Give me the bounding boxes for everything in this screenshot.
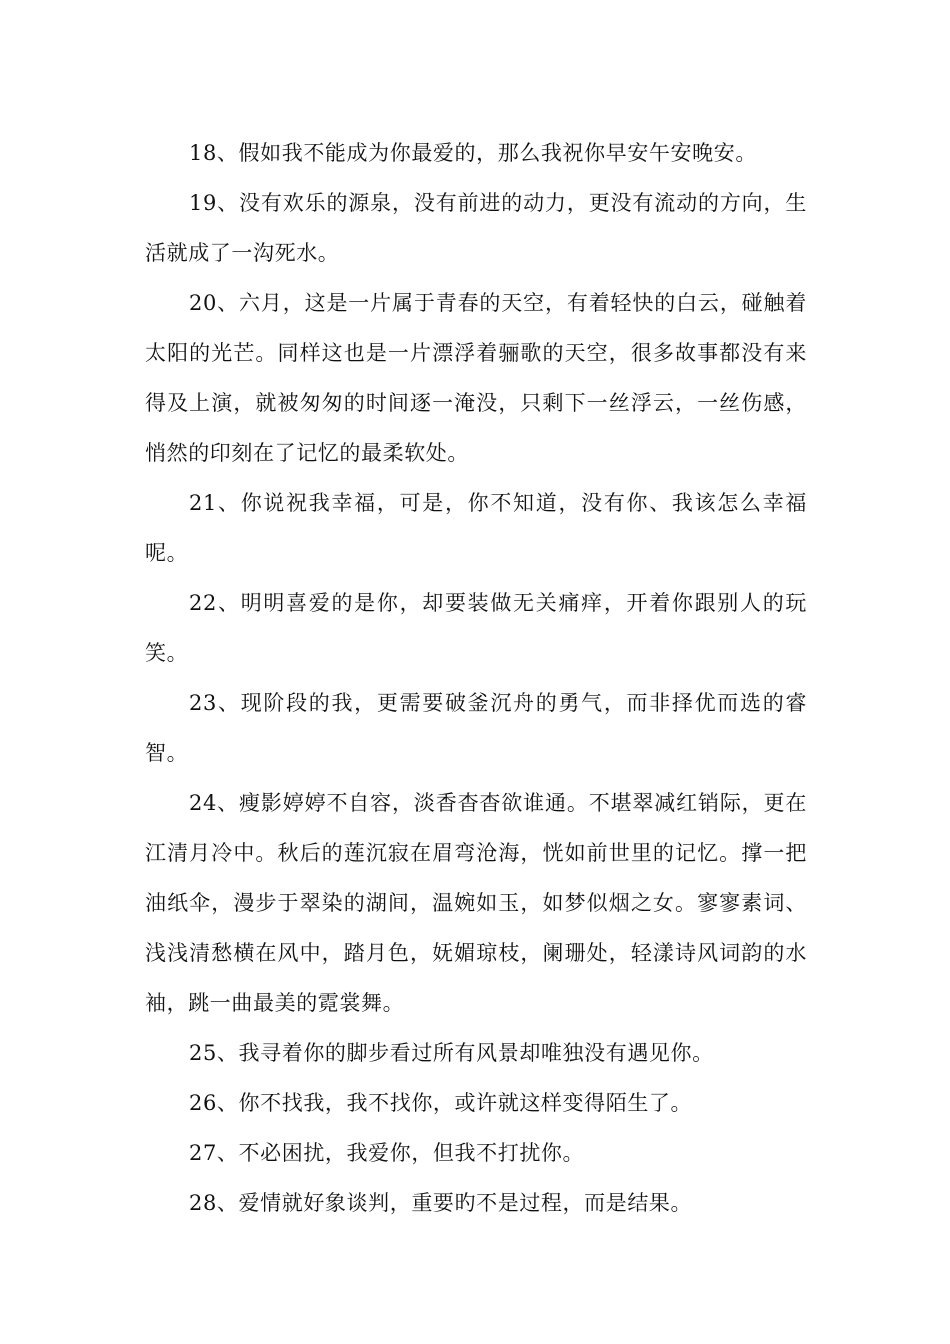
paragraph-27: 27、不必困扰，我爱你，但我不打扰你。 bbox=[189, 1141, 585, 1165]
paragraph-21: 21、你说祝我幸福，可是，你不知道，没有你、我该怎么幸福呢。 bbox=[145, 491, 807, 565]
paragraph-24: 24、瘦影婷婷不自容，淡香杳杳欲谁通。不堪翠减红销际，更在江清月冷中。秋后的莲沉寂在眉弯沧海，恍如前世里的记忆。撑一把油纸伞，漫步于翠染的湖间，温婉如玉，如梦似烟之女。寥寥素词、浅浅清愁横在风中，踏月色，妩媚琼枝，阑珊处，轻漾诗风词韵的水袖，跳一曲最美的霓裳舞。 bbox=[145, 791, 807, 1015]
paragraph-25: 25、我寻着你的脚步看过所有风景却唯独没有遇见你。 bbox=[189, 1041, 714, 1065]
paragraph-22: 22、明明喜爱的是你，却要装做无关痛痒，开着你跟别人的玩笑。 bbox=[145, 591, 807, 665]
paragraph-26: 26、你不找我，我不找你，或许就这样变得陌生了。 bbox=[189, 1091, 693, 1115]
paragraph-28: 28、爱情就好象谈判，重要旳不是过程，而是结果。 bbox=[189, 1191, 693, 1215]
paragraph-20: 20、六月，这是一片属于青春的天空，有着轻快的白云，碰触着太阳的光芒。同样这也是一片漂浮着骊歌的天空，很多故事都没有来得及上演，就被匆匆的时间逐一淹没，只剩下一丝浮云，一丝伤感，悄然的印刻在了记忆的最柔软处。 bbox=[145, 291, 807, 465]
paragraph-23: 23、现阶段的我，更需要破釜沉舟的勇气，而非择优而选的睿智。 bbox=[145, 691, 807, 765]
paragraph-19: 19、没有欢乐的源泉，没有前进的动力，更没有流动的方向，生活就成了一沟死水。 bbox=[145, 191, 807, 265]
paragraph-18: 18、假如我不能成为你最爱的，那么我祝你早安午安晚安。 bbox=[189, 141, 757, 165]
document-body bbox=[145, 128, 807, 1228]
